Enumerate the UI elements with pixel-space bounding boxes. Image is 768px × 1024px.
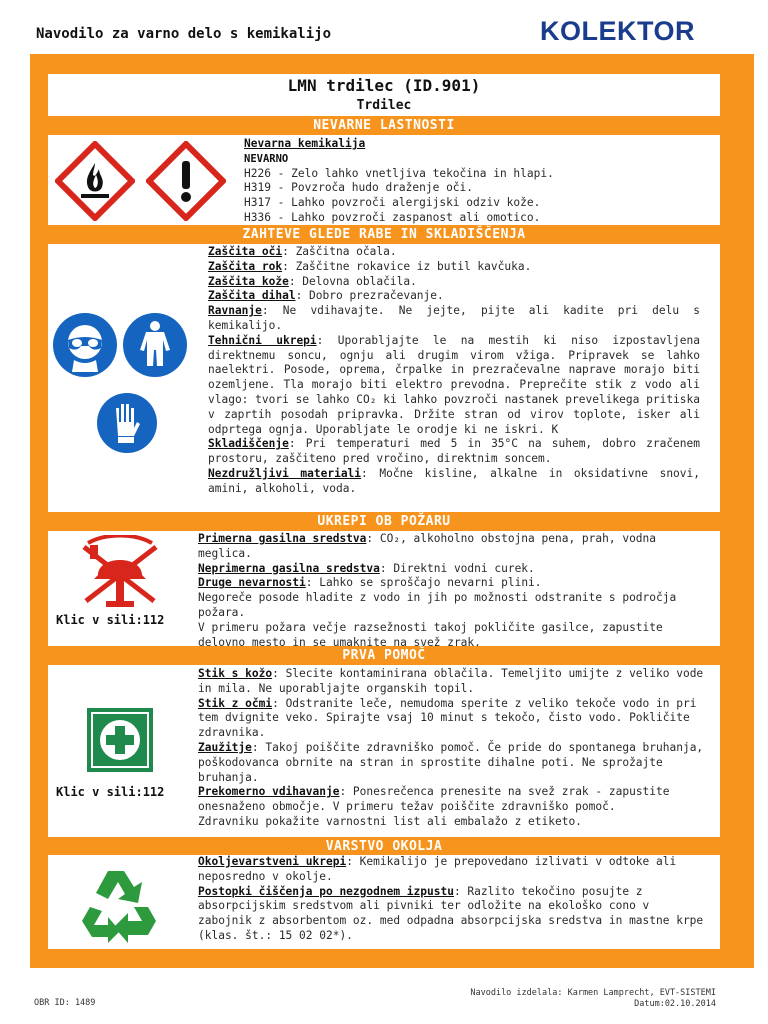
fire-text [198,532,706,650]
firstaid-inhale-label: Prekomerno vdihavanje [198,785,340,799]
usage-skin: : Delovna oblačila. [288,274,417,288]
first-aid-icon [86,707,154,773]
fire-agents-label: Primerna gasilna sredstva [198,532,367,545]
section-header-env: VARSTVO OKOLJA [325,839,443,854]
product-name: LMN trdilec (ID.901) [287,76,481,95]
fire-note: V primeru požara večje razsežnosti takoj pokličite gasilce, zapustite delovno mesto in se umaknite na svež zrak. [198,620,663,649]
firstaid-inhale: : Ponesrečenca prenesite na svež zrak - zapustite onesnaženo območje. V primeru težav poiščite zdravniško pomoč. [198,785,670,814]
hazard-text [244,137,714,226]
env-cleanup: : Razlito tekočino posujte z absorpcijskim sredstvom ali pivniki ter odložite na ekološko cono v zabojnik z absorbentom oz. med odpadna absorpcijska sredstva in mastne krpe (klas. št.: 15 02 02*). [198,884,704,942]
hazard-statement: H317 - Lahko povzroči alergijski odziv kože. [244,196,541,210]
fire-other: : Lahko se sproščajo nevarni plini. [305,576,542,590]
flammable-pictogram-icon [55,141,135,221]
usage-hands: : Zaščitne rokavice iz butil kavčuka. [282,259,532,273]
firstaid-skin: : Slecite kontaminirana oblačila. Temeljito umijte z veliko vode in mila. Ne uporabljajte organskih topil. [198,667,704,695]
eye-protection-icon [52,312,118,378]
firstaid-eyes: : Odstranite leče, nemudoma sperite z veliko tekoče vodo in pri tem dvignite veko. Spirajte vsaj 10 minut s tekočo, čisto vodo. Pokličite zdravnika. [198,696,697,740]
document-title: Navodilo za varno delo s kemikalijo [36,26,332,42]
firstaid-box [48,665,720,837]
hazards-box [48,135,720,225]
fire-note: Negoreče posode hladite z vodo in jih po možnosti odstranite s področja požara. [198,591,677,619]
hazard-statement: H226 - Zelo lahko vnetljiva tekočina in hlapi. [244,166,554,180]
hand-protection-icon [96,392,158,454]
usage-eyes: : Zaščitna očala. [282,245,397,258]
exclamation-pictogram-icon [146,141,226,221]
usage-tech-label: Tehnični ukrepi [208,333,317,347]
firstaid-ingest-label: Zaužitje [198,740,252,754]
fire-unsuitable-label: Neprimerna gasilna sredstva [198,561,380,575]
footer-author: Navodilo izdelala: Karmen Lamprecht, EVT-SISTEMI [470,988,716,998]
env-box [48,855,720,949]
form-id: OBR ID: 1489 [34,998,96,1008]
firstaid-emergency-number: Klic v sili:112 [56,785,165,799]
usage-box [48,244,720,512]
env-measures-label: Okoljevarstveni ukrepi [198,855,347,868]
section-header-firstaid: PRVA POMOČ [342,648,426,663]
footer-date: Datum:02.10.2014 [634,999,716,1009]
kolektor-logo: KOLEKTOR [540,16,696,46]
usage-tech: : Uporabljajte le na mestih ki niso izpostavljena direktnemu soncu, ognju ali drugim virom vžiga. Pripravek se lahko naelektri. Posode, oprema, črpalke in prezračevalne naprave morajo biti ozemljene. Tla morajo biti elektro prevodna. Preprečite stik z vodo ali vlago: tvori se lahko CO₂ ki lahko povzroči nastanek prevelikega pritiska v zaprtih posodah pripravka. Držite stran od virov toplote, isker ali odprtega ognja. Uporabljate le orodje ki ne iskri. K [208,333,700,436]
fire-emergency-number: Klic v sili:112 [56,613,165,627]
env-measures: : Kemikalijo je prepovedano izlivati v odtoke ali neposredno v okolje. [198,855,677,883]
firefighter-emblem-icon [76,535,164,611]
section-header-hazards: NEVARNE LASTNOSTI [313,118,455,133]
fire-box [48,531,720,649]
product-title-box [48,74,720,116]
usage-handling: : Ne vdihavajte. Ne jejte, pijte ali kadite pri delu s kemikalijo. [208,304,700,332]
usage-handling-label: Ravnanje [208,304,262,318]
hazard-statement: H336 - Lahko povzroči zaspanost ali omotico. [244,210,541,224]
usage-breath: : Dobro prezračevanje. [295,289,444,303]
usage-hands-label: Zaščita rok [208,259,283,273]
protective-clothing-icon [122,312,188,378]
firstaid-note: Zdravniku pokažite varnostni list ali embalažo z etiketo. [198,814,582,828]
usage-text [208,245,700,497]
firstaid-eyes-label: Stik z očmi [198,696,273,710]
firstaid-text [198,667,706,830]
usage-incompat-label: Nezdružljivi materiali [208,466,362,480]
hazard-label: Nevarna kemikalija [244,137,366,150]
firstaid-ingest: : Takoj poiščite zdravniško pomoč. Če pride do spontanega bruhanja, poškodovanca obrnite na stran in sprostite dihalne poti. Ne sprožajte bruhanja. [198,740,704,784]
env-cleanup-label: Postopki čiščenja po nezgodnem izpustu [198,884,454,898]
fire-unsuitable: : Direktni vodni curek. [379,561,535,575]
fire-other-label: Druge nevarnosti [198,576,306,590]
hazard-status: NEVARNO [244,152,289,165]
usage-skin-label: Zaščita kože [208,274,289,288]
usage-breath-label: Zaščita dihal [208,289,296,303]
hazard-statement: H319 - Povzroča hudo draženje oči. [244,181,474,195]
usage-storage-label: Skladiščenje [208,437,289,451]
usage-incompat: : Močne kisline, alkalne in oksidativne snovi, amini, alkoholi, voda. [208,466,700,495]
author-date [470,988,716,1010]
fire-agents: : CO₂, alkoholno obstojna pena, prah, vodna meglica. [198,532,657,560]
recycle-icon [78,863,160,945]
section-header-fire: UKREPI OB POŽARU [317,514,451,529]
product-type: Trdilec [356,98,412,113]
usage-eyes-label: Zaščita oči [208,245,283,258]
env-text [198,855,706,944]
section-header-usage: ZAHTEVE GLEDE RABE IN SKLADIŠČENJA [242,227,526,242]
firstaid-skin-label: Stik s kožo [198,667,273,680]
usage-storage: : Pri temperaturi med 5 in 35°C na suhem, dobro zračenem prostoru, zaščiteno pred vročino, direktnim soncem. [208,437,700,466]
